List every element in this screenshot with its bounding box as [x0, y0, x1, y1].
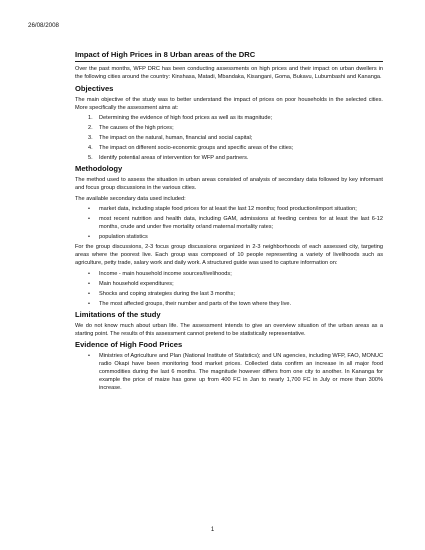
intro-paragraph: Over the past months, WFP DRC has been conducting assessments on high prices and their impact on urban dwellers in the following cities around the country: Kinshasa, Matadi, Mbandaka, Kisangani, Goma, Bukavu, Lubumbashi and Kananga. — [75, 66, 383, 80]
bullet-icon: • — [88, 234, 90, 240]
list-item — [75, 352, 383, 392]
objective-number: 4. — [88, 145, 93, 151]
list-item — [75, 290, 383, 298]
list-item — [75, 280, 383, 288]
list-item-text: Shocks and coping strategies during the last 3 months; — [99, 290, 235, 297]
objective-item — [75, 124, 383, 132]
list-item — [75, 270, 383, 278]
list-item-text: Income - main household income sources/livelihoods; — [99, 270, 232, 277]
bullet-icon: • — [88, 300, 90, 307]
bullet-icon: • — [88, 290, 90, 297]
objective-text: The causes of the high prices; — [99, 125, 174, 131]
objective-text: Determining the evidence of high food prices as well as its magnitude; — [99, 115, 273, 121]
objective-item — [75, 134, 383, 142]
bullet-icon: • — [88, 206, 90, 212]
list-item-text: The most affected groups, their number and parts of the town where they live. — [99, 300, 292, 307]
objective-number: 5. — [88, 155, 93, 161]
objective-item — [75, 144, 383, 152]
objective-text: Identify potential areas of intervention for WFP and partners. — [99, 155, 249, 161]
objective-text: The impact on the natural, human, financial and social capital; — [99, 135, 253, 141]
evidence-heading: Evidence of High Food Prices — [75, 340, 183, 349]
evidence-list — [75, 352, 383, 392]
list-item-text: Main household expenditures; — [99, 280, 174, 287]
list-item-text: population statistics — [99, 234, 148, 240]
list-item — [75, 300, 383, 308]
objective-number: 2. — [88, 125, 93, 131]
secondary-data-intro: The available secondary data used included: — [75, 195, 186, 202]
objectives-heading: Objectives — [75, 83, 114, 93]
objective-number: 1. — [88, 115, 93, 121]
list-item — [75, 233, 383, 241]
document-title: Impact of High Prices in 8 Urban areas of the DRC — [75, 50, 383, 62]
document-body — [75, 50, 383, 394]
methodology-heading: Methodology — [75, 164, 123, 173]
list-item — [75, 215, 383, 231]
bullet-icon: • — [88, 216, 90, 222]
methodology-paragraph: The method used to assess the situation in urban areas consisted of analysis of secondary data followed by key informant and focus group discussions in the various cities. — [75, 177, 383, 191]
objective-text: The impact on different socio-economic groups and specific areas of the cities; — [99, 145, 294, 151]
bullet-icon: • — [88, 280, 90, 287]
objective-item — [75, 114, 383, 122]
objective-item — [75, 154, 383, 162]
list-item — [75, 205, 383, 213]
document-date: 26/08/2008 — [28, 22, 59, 29]
list-item-text: most recent nutrition and health data, including GAM, admissions at feeding centres for at least the last 6-12 months, crude and under five mortality or/and maternal mortality rates; — [99, 216, 383, 230]
objectives-paragraph: The main objective of the study was to better understand the impact of prices on poor households in the selected cities. More specifically the assessment aims at: — [75, 96, 383, 111]
objective-number: 3. — [88, 135, 93, 141]
bullet-icon: • — [88, 353, 90, 359]
limitations-paragraph: We do not know much about urban life. The assessment intends to give an overview situation of the urban areas as a starting point. The results of this assessment cannot pretend to be statistically representative. — [75, 322, 383, 337]
list-item-text: market data, including staple food prices for at least the last 12 months; food production/import situation; — [99, 206, 357, 212]
list-item-text: Ministries of Agriculture and Plan (National Institute of Statistics); and UN agencies, including WFP, FAO, MONUC radio Okapi have been monitoring food market prices. Collected data confirm an increase in all major food commodities during the last 6 months. The magnitude however differs from one city to another. In Kananga for example the price of maize has gone up from 400 FC in Jan to nearly 1,700 FC in July or more than 300% increase. — [99, 353, 383, 391]
secondary-data-list — [75, 205, 383, 241]
objectives-list — [75, 114, 383, 162]
focus-group-paragraph: For the group discussions, 2-3 focus group discussions organized in 2-3 neighborhoods of each assessed city, targeting areas where the poorest live. Each group was composed of 10 people representing a variety of livelihoods such as agriculture, petty trade, salary work and daily work. A structured guide was used to capture information on: — [75, 244, 383, 266]
page-number: 1 — [210, 527, 215, 533]
bullet-icon: • — [88, 270, 90, 277]
limitations-heading: Limitations of the study — [75, 309, 161, 319]
captured-info-list — [75, 270, 383, 308]
